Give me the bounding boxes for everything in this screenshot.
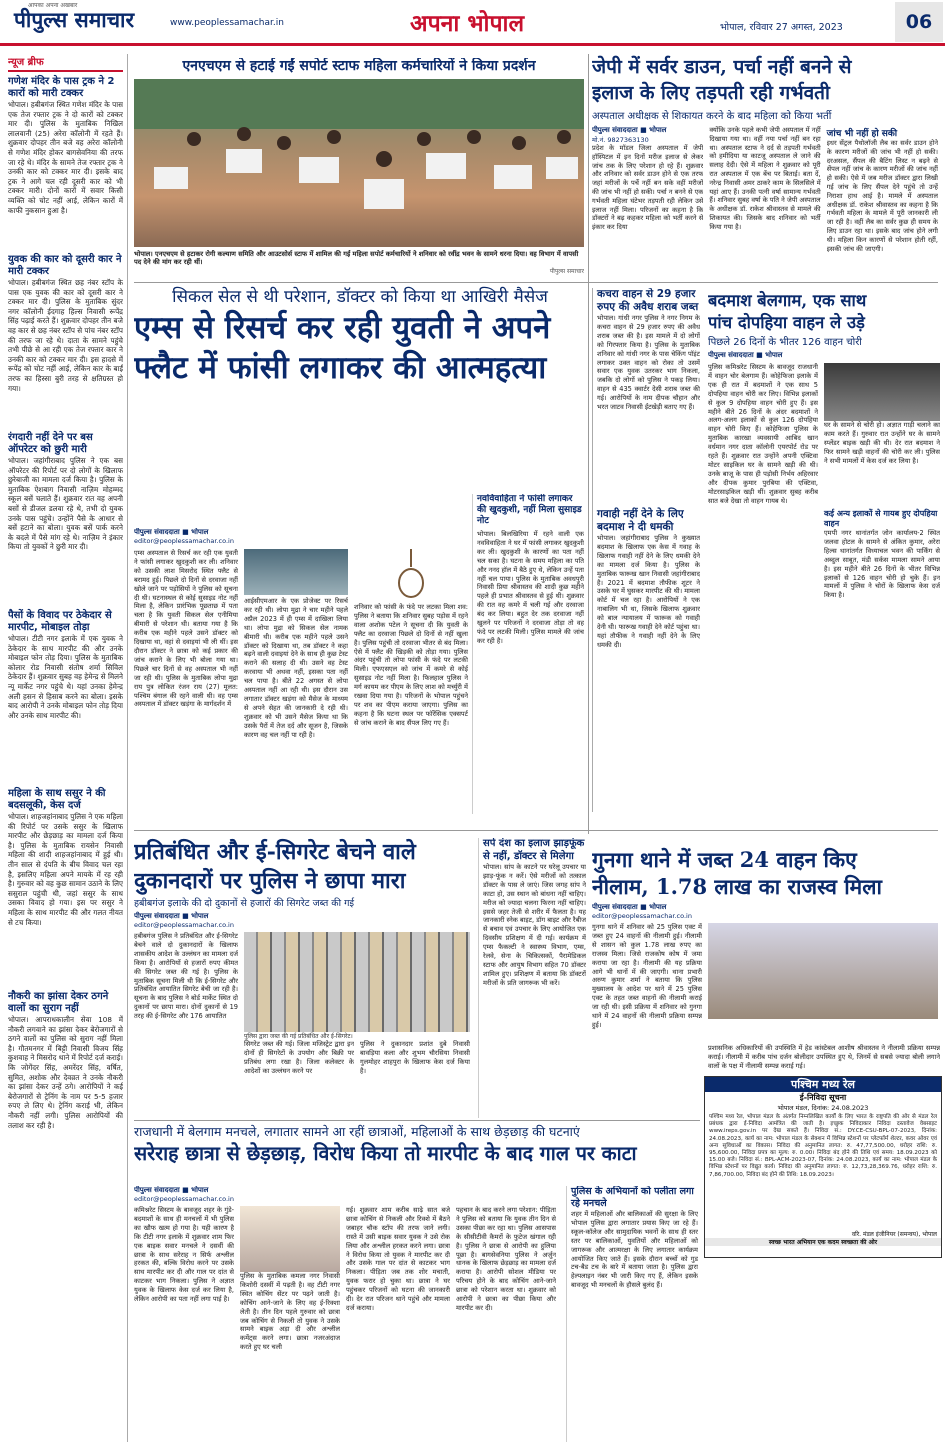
divider [134, 1120, 700, 1121]
brief-list [8, 76, 123, 1200]
harass-body-col4: पहचान के बाद करने लगा परेशान: पीड़िता ने पुलिस को बताया कि युवक तीन दिन से उसका पीछा कर रहा था। पुलिस आसपास के सीसीटीवी कैमरों के फुटेज खंगाल रही है। पुलिस ने छात्रा से आरोपी का हुलिया पूछा है। बागसेवनिया पुलिस ने अर्जुन धानक के खिलाफ छेड़छाड़ का मामला दर्ज कराया है। आरोपी सोशल मीडिया पर परिचय होने के बाद कोचिंग आने-जाने छात्रा को परेशान करता था। शुक्रवार को आरोपी ने छात्रा का पीछा किया और मारपीट कर दी। [456, 1206, 556, 1312]
brief-body: भोपाल। हबीबगंज स्थित गणेश मंदिर के पास एक तेज रफ्तार ट्रक ने दो कारों को टक्कर मार दी। पुलिस के मुताबिक निखिल लालवानी (25) अरेरा कॉलोनी में रहते हैं। शुक्रवार दोपहर तीन बजे वह अरेरा कॉलोनी से गणेश मंदिर होकर बागसेवनिया की तरफ जा रहे थे। मंदिर के सामने तेज रफ्तार ट्रक ने उनकी कार को टक्कर मार दी। इसके बाद ट्रक ने आगे चल रही दूसरी कार को भी टक्कर मारी। दोनों कारों में सवार किसी व्यक्ति को चोट नहीं आई, लेकिन कारों में काफी नुकसान हुआ है। [8, 100, 123, 215]
aiims-body-col3: शनिवार को फांसी के फंदे पर लटका मिला शव: पुलिस ने बताया कि शनिवार सुबह पड़ोस में रहने वाला अशोक पटेल ने सूचना दी कि युवती के फ्लैट का दरवाजा पिछले दो दिनों से नहीं खुला है। पुलिस पहुंची तो दरवाजा भीतर से बंद मिला। ऐसे में फ्लैट की खिड़की को तोड़ा गया। पुलिस अंदर पहुंची तो लोपा फांसी के फंदे पर लटकी मिली। एफएसएल को जांच में कमरे से कोई सुसाइड नोट नहीं मिला है। फिलहाल पुलिस ने मर्ग कायम कर पीएम के लिए लाश को मर्च्युरी में रखवा दिया गया है। परिजनों के भोपाल पहुंचने पर शव का पीएम कराया जाएगा। पुलिस का कहना है कि घटना स्थल पर फॉरेंसिक एक्सपर्ट से जांच कराने के बाद सैंपल लिए गए हैं। [354, 603, 468, 727]
snakebite-headline: सर्प दंश का इलाज झाड़फूंक से नहीं, डॉक्टर से मिलेगा [483, 838, 585, 862]
harass-email[interactable]: editor@peoplessamachar.co.in [134, 1195, 234, 1203]
seized-cigarettes-photo [244, 932, 470, 1032]
ecig-byline: पीपुल्स संवाददाता ■ भोपाल [134, 912, 209, 920]
vehicle-body-col2b: एमपी नगर थानांतर्गत जोन कार्यालय-2 स्थित जलवा होटल के सामने से अंकित कुमार, अरेरा हिल्स थानांतर्गत विध्याचल भवन की पार्किंग से अब्दुल साबूत, मंडी सर्कस मामला सामने आया है। इस महीने बीते 26 दिनों के भीतर विभिन्न इलाकों से 126 वाहन चोरी हो चुके हैं। इन मामलों में पुलिस ने चोरों के खिलाफ केस दर्ज किया है। [824, 529, 940, 600]
vehicle-headline-line2: पांच दोपहिया वाहन ले उड़े [708, 313, 865, 332]
harass-kicker: राजधानी में बेलगाम मनचले, लगातार सामने आ रहीं छात्राओं, महिलाओं के साथ छेड़छाड़ की घटनाएं [134, 1124, 580, 1139]
section-title: अपना भोपाल [410, 10, 525, 37]
scooter-photo [824, 363, 940, 421]
harass-body-col3: गई। शुक्रवार शाम करीब साढ़े सात बजे छात्रा कोचिंग से निकली और रिक्शे में बैठने जबाहर चौक स्टॉप की तरफ जाने लगी। रास्ते में उसी बाइक सवार युवक ने उसे रोक लिया और अश्लील हरकत करने लगा। छात्रा ने विरोध किया तो युवक ने मारपीट कर दी और उसके गाल पर दांत से काटकर भाग निकला। पीड़िता जब तक शोर मचाती, युवक फरार हो चुका था। छात्रा ने घर पहुंचकर परिजनों को घटना की जानकारी दी। देर रात परिजन थाने पहुंचे और मामला दर्ज कराया। [346, 1206, 450, 1312]
jp-headline-line1: जेपी में सर्वर डाउन, पर्चा नहीं बनने से [592, 56, 852, 78]
guna-headline-line2: नीलाम, 1.78 लाख का राजस्व मिला [592, 874, 882, 899]
brief-headline: महिला के साथ ससुर ने की बदसलूकी, केस दर्ज [8, 788, 106, 811]
placard [546, 157, 578, 179]
ecig-body-col2: सिगरेट जब्त की गई। जिला मजिस्ट्रेट द्वारा इन दोनों ही सिगरेटों के उपयोग और बिक्री पर प्रतिबंध लगा रखा है। जिला कलेक्टर के आदेशों का उल्लंघन करने पर [244, 1040, 354, 1075]
ecig-email[interactable]: editor@peoplessamachar.co.in [134, 921, 234, 929]
aiims-body-col2: आईसीएमआर के एक प्रोजेक्ट पर रिसर्च कर रही थी। लोपा मुद्रा ने चार महीने पहले अप्रैल 2023 में ही एम्स में दाखिला लिया था। लोपा मुद्रा को सिकल सेल नामक बीमारी थी। करीब एक महीने पहले उसने डॉक्टर को दिखाया था, तब डॉक्टर ने कहा बढ़ने वाली दवाइयां देने के साथ ही कुछ टेस्ट कराने की सलाह दी थी। उसने वह टेस्ट करवाया भी अथवा नहीं, इसका पता नहीं चल पाया है। बीते 22 अगस्त से लोपा अस्पताल नहीं आ रही थी। इस दौरान उस लगातार डॉक्टर खड़ंगा को मैसेज के माध्यम से अपने सेहत की जानकारी दे रही थी। शुक्रवार को भी उसने मैसेज किया था कि उसके पैरों में तेज दर्द और सूजन है, जिसके कारण वह चल नहीं पा रही है। [244, 597, 348, 739]
ecig-body-col1: हबीबगंज पुलिस ने प्रतिबंधित और ई-सिगरेट बेचने वाले दो दुकानदारों के खिलाफ शासकीय आदेश के उल्लंघन का मामला दर्ज किया है। आरोपियों से हजारों रुपए कीमत की सिगरेट जब्त की गई है। पुलिस के मुताबिक सूचना मिली थी कि ई-सिगरेट और प्रतिबंधित आयातित सिगरेट बेची जा रही है। सूचना के बाद पुलिस ने बोर्ड मार्केट स्थित दो दुकानों पर छापा मारा। दोनों दुकानों से 19 तरह की ई-सिगरेट और 176 आयातित [134, 932, 238, 1021]
aiims-headline-line2: फ्लैट में फांसी लगाकर की आत्महत्या [134, 350, 547, 386]
placard [494, 165, 532, 189]
mid-right-briefs [592, 288, 700, 812]
vehicle-theft-story [708, 290, 940, 814]
harassment-sidebar [566, 1186, 698, 1442]
snakebite-story [478, 838, 586, 1118]
placard [154, 167, 188, 189]
brief-headline: युवक की कार को दूसरी कार ने मारी टक्कर [8, 254, 122, 277]
harass-body-col1: कमिश्नरेट सिस्टम के बावजूद शहर के गुंडे-बदमाशों के साथ ही मनचलों में भी पुलिस का खौफ खत्म हो गया है। यही कारण है कि टीटी नगर इलाके में शुक्रवार शाम फिर एक बाइक सवार मनचले ने दसवीं की छात्रा के साथ सरेराह न सिर्फ अश्लील हरकत की, बल्कि विरोध करने पर उसके साथ मारपीट कर दी और गाल पर दांत से काटकर भाग निकला। पुलिस ने अज्ञात युवक के खिलाफ केस दर्ज कर लिया है, लेकिन आरोपी का पता नहीं लगा पाई है। [134, 1206, 234, 1304]
harass-byline: पीपुल्स संवाददाता ■ भोपाल [134, 1186, 209, 1194]
jp-headline-line2: इलाज के लिए तड़पती रही गर्भवती [592, 82, 830, 104]
aiims-kicker: सिकल सेल से थी परेशान, डॉक्टर को किया था आखिरी मैसेज [172, 287, 548, 307]
nhm-protest-story [134, 58, 584, 278]
aiims-byline: पीपुल्स संवाददाता ■ भोपाल [134, 528, 209, 536]
brief-headline: गणेश मंदिर के पास ट्रक ने 2 कारों को मारी टक्कर [8, 76, 115, 99]
vehicle-col2-title: कई अन्य इलाकों से गायब हुए दोपहिया वाहन [824, 509, 938, 528]
page-number: 06 [895, 2, 943, 42]
vehicle-body-col1: पुलिस कमिश्नरेट सिस्टम के बावजूद राजधानी में वाहन चोर बेलगाम हैं। कोहेफिजा इलाके में एक ही रात में बदमाशों ने एक साथ 5 दोपहिया वाहन चोरी कर लिए। विभिन्न इलाकों से कुल 9 दोपहिया वाहन चोरी हुए हैं। इस महीने बीते 26 दिनों के अंदर बदमाशों ने अलग-अलग इलाकों से कुल 126 दोपहिया वाहन चोरी किए हैं। कोहेफिजा पुलिस के मुताबिक कारखा व्यवसायी आबिद खान वर्धमान नगर दाता कॉलोनी एयरपोर्ट रोड पर रहते हैं। शुक्रवार रात उन्होंने अपनी एक्टिवा मोटर साइकिल घर के सामने खड़ी की थी। उनके बाजू के पास ही पड़ोसी निर्भय अहिरवार और दीपक कुमार पुरबिया की एक्टिवा, मोटरसाइकिल खड़ी थीं। शुक्रवार सुबह करीब सात बजे देखा तो वाहन गायब थे। [708, 363, 818, 505]
protest-crowd-illustration [134, 79, 584, 247]
harass-body-col2: पुलिस के मुताबिक कमला नगर निवासी किशोरी दसवीं में पढ़ती है। वह टीटी नगर स्थित कोचिंग सेंटर पर पढ़ने जाती है। कोचिंग आने-जाने के लिए वह ई-रिक्शा लेती है। तीन दिन पहले गुरुवार को छात्रा जब कोचिंग से निकली तो युवक ने उसके सामने बाइक अड़ा दी और अश्लील कमेंट्स करने लगा। छात्रा नजरअंदाज करते हुए घर चली [240, 1272, 340, 1352]
guna-headline-line1: गुनगा थाने में जब्त 24 वाहन किए [592, 847, 857, 872]
gunga-auction-story [592, 846, 942, 1072]
placard [299, 157, 339, 183]
brief-body: भोपाल। आपराधकालीन सेवा 108 में नौकरी लगवाने का झांसा देकर बेरोजगारों से ठगने वालों का पुलिस को सुराग नहीं मिला है। गौतमनगर में बिट्टी निवासी विजय सिंह कुशवाह ने मिसरोद थाने में रिपोर्ट दर्ज कराई। कि जोगेंदर सिंह, अमरेंदर सिंह, वर्षित, सुमित, अशोक और देवव्रत ने उनके नौकरी का झांसा देकर उन्हें ठगे। आरोपियों ने कई बेरोजगारों से ट्रेनिंग के नाम पर 5-5 हजार रुपए ले लिए थे। ट्रेनिंग कराई भी, लेकिन नौकरी नहीं लगी। पुलिस आरोपियों की तलाश कर रही है। [8, 1015, 123, 1130]
logo-tagline: आपका अपना अखबार [28, 2, 78, 9]
divider [588, 54, 589, 834]
vehicle-body-col2: घर के सामने से चोरी हो। अज्ञात गाड़ी चलाने का काम करते हैं। गुरुवार रात उन्होंने घर के सामने स्प्लेंडर बाइक खड़ी की थी। देर रात बदमाश ने फिर सामने खड़ी वाहनों की चोरी कर ली। पुलिस ने सभी मामलों में केस दर्ज कर लिया है। [824, 421, 940, 465]
jp-hospital-story [592, 54, 938, 286]
vehicle-byline: पीपुल्स संवाददाता ■ भोपाल [708, 351, 783, 359]
jp-body-col2: क्योंकि उनके पहले कभी जेपी अस्पताल में नहीं दिखाया गया था। वहीं नया पर्चा नहीं बन रहा था। अस्पताल स्टाफ ने दर्द से तड़पती गर्भवती को हमीदिया या काटजू अस्पताल ले जाने की सलाह देदी। ऐसे में महिला ने शुक्रवार को पूरी रात अस्पताल में एक बेंच पर बिताई। बता दें, नरेन्द्र निवासी अमर ठाकरे काम के सिलसिले में यहां आए हैं। उनकी पत्नी वर्षा सामान्य गर्भवती हैं। शनिवार सुबह वर्षा के पति ने जेपी अस्पताल के अधीक्षक डॉ. राकेश श्रीवास्तव से मामले की शिकायत की। जिसके बाद शनिवार को भर्ती किया गया है। [709, 126, 821, 231]
witness-headline: गवाही नहीं देने के लिए बदमाश ने दी धमकी [597, 508, 684, 533]
newspaper-logo[interactable]: पीपुल्स समाचार [14, 7, 135, 32]
brief-body: भोपाल। हबीबगंज स्थित छह नंबर स्टॉप के पास एक युवक की कार को दूसरी कार ने टक्कर मार दी। पुलिस के मुताबिक सुंदर नगर कॉलोनी ईदगाह हिल्स निवासी रूपेंद्र सिंह पढ़ाई करते हैं। शुक्रवार दोपहर तीन बजे वह कार से छह नंबर स्टॉप से पांच नंबर स्टॉप की तरफ जा रहे थे। दाता के सामने पहुंचे तभी पीछे से आ रही एक तेज रफ्तार कार ने उनकी कार को टक्कर मार दी। इस हादसे में रूपेंद्र को चोट नहीं आई, लेकिन कार के बाईं तरफ का हिस्सा बुरी तरह से क्षतिग्रस्त हो गया। [8, 278, 123, 393]
aiims-body [134, 528, 468, 814]
photo-trees [134, 79, 584, 129]
harass-side-title: पुलिस के अभियानों को पलीता लगा रहे मनचले [571, 1186, 694, 1209]
website-url[interactable]: www.peoplessamachar.in [170, 18, 284, 28]
railway-slogan: स्वच्छ भारत अभियान एक कदम स्वच्छता की ओर [705, 1238, 941, 1246]
harassment-body [134, 1186, 562, 1442]
guna-byline: पीपुल्स संवाददाता ■ भोपाल [592, 903, 667, 911]
nhm-caption: भोपाल। एनएचएम से हटाकर रोगी कल्याण समिति और आउटसोर्स स्टाफ में शामिल की गईं महिला सपोर्ट कर्मचारियों ने शनिवार को रवींद्र भवन के सामने धरना दिया। वह विभाग में वापसी पद देने की मांग कर रही थीं। [134, 250, 579, 267]
divider [134, 282, 938, 283]
jp-body-col1: प्रदेश के मॉडल जिला अस्पताल में जेपी हॉस्पिटल में इन दिनों मरीज इलाज से लेकर जांच तक के लिए परेशान हो रहे हैं। शुक्रवार और शनिवार को सर्वर डाउन होने से एक तरफ जहां मरीजों के पर्चे नहीं बन सके वहीं मरीजों की जांच भी नहीं हो सकी। पर्चा न बनने से एक गर्भवती महिला घंटेभर तड़पती रही लेकिन उसे इलाज नहीं मिला। परिजनों का कहना है कि डॉक्टरों ने बढ़ कहकर महिला को भर्ती करने से इंकार कर दिया [592, 144, 704, 232]
ecig-headline-line1: प्रतिबंधित और ई-सिगरेट बेचने वाले [134, 839, 416, 865]
issue-date: भोपाल, रविवार 27 अगस्त, 2023 [720, 22, 843, 33]
protest-photo [134, 79, 584, 247]
ecigarette-story [134, 838, 472, 1118]
nhm-headline: एनएचएम से हटाई गईं सपोर्ट स्टाफ महिला कर्मचारियों ने किया प्रदर्शन [182, 58, 536, 74]
liquor-headline: कचरा वाहन से 29 हजार रुपए की अवैध शराब जब्त [597, 288, 699, 313]
newlywed-suicide-story [472, 494, 584, 814]
jp-body-col3: इधर सेंट्रल पैथोलॉजी लैब का सर्वर डाउन होने के कारण मरीजों की जांच भी नहीं हो सकी। दरअसल, सैंपल की बैटिंग लिस्ट न बढ़ने से सेंपल नहीं जांच के कारण मरीजों की जांच नहीं हो सकी। ऐसे में जब मरीज डॉक्टर द्वारा लिखी गई जांच के लिए सैंपल देने पहुंचे तो उन्हें निराशा हाथ आई है। मामले में अस्पताल अधीक्षक डॉ. राकेश श्रीवास्तव का कहना है कि गर्भवती महिला के मामले में पूरी जानकारी ली जा रही है। वहीं लैब का सर्वर कुछ ही समय के लिए डाउन रहा था। इसके बाद जांच होने लगी थी। महिला किन कारणों से परेशान होती रहीं, इसकी जांच की जाएगी। [826, 139, 938, 253]
placard [226, 149, 262, 173]
railway-signatory: वरि. मंडल इंजीनियर (समन्वय), भोपाल [851, 1231, 937, 1238]
railway-subtitle: ई-निविदा सूचना [799, 1093, 847, 1102]
jp-subhead: अस्पताल अधीक्षक से शिकायत करने के बाद महिला को किया भर्ती [592, 111, 832, 122]
vehicle-headline-line1: बदमाश बेलगाम, एक साथ [708, 291, 867, 310]
harass-headline: सरेराह छात्रा से छेड़छाड़, विरोध किया तो मारपीट के बाद गाल पर काटा [134, 1142, 637, 1165]
aiims-email[interactable]: editor@peoplessamachar.co.in [134, 537, 234, 545]
newlywed-body: भोपाल। बिलखिरिया में रहने वाली एक नवविवाहिता ने घर में फांसी लगाकर खुदकुशी कर ली। खुदकुशी के कारणों का पता नहीं चल सका है। घटना के समय महिला का पति और ननद हॉल में बैठे हुए थे, लेकिन उन्हें पता नहीं चल पाया। पुलिस के मुताबिक अवधपुरी निवासी प्रिया श्रीवास्तव की शादी कुछ महीने पहले ही प्रभात श्रीवास्तव से हुई थी। शुक्रवार की रात वह कमरे में चली गई और दरवाजा बंद कर लिया। बहुत देर तक दरवाजा नहीं खुलने पर परिजनों ने दरवाजा तोड़ा तो वह फंदे पर लटकी मिली। पुलिस मामले की जांच कर रही है। [477, 530, 584, 645]
snakebite-body: भोपाल। सांप के काटने पर घरेलू उपचार या झाड़-फूंक न करें। ऐसे मरीजों को तत्काल डॉक्टर के पास ले जाएं। जिस जगह सांप ने काटा हो, उस स्थान को बांधना नहीं चाहिए। मरीज को ज्यादा चलना फिरना नहीं चाहिए। इससे जहर तेजी से शरीर में फैलता है। यह जानकारी स्नेक बाइट, डॉग बाइट और रैबीज से बचाव एवं उपचार के लिए आयोजित एक दिवसीय प्रशिक्षण में दी गई। कार्यक्रम में एम्स फैकल्टी ने स्वास्थ्य विभाग, एम्स, रेलवे, सेना के चिकित्सकों, पैरामेडिकल स्टाफ और आयुष विभाग सहित 70 डॉक्टर शामिल हुए। प्रशिक्षण में बताया कि डॉक्टरों मरीजों के प्रति जागरूक भी करें। [483, 863, 586, 987]
railway-tender-notice [704, 1076, 942, 1258]
brief-headline: रंगदारी नहीं देने पर बस ऑपरेटर को छुरी मारी [8, 432, 93, 455]
railway-body: पश्चिम मध्य रेल, भोपाल मंडल के अंतर्गत निम्नलिखित कार्यों के लिए भारत के राष्ट्रपति की ओर से मंडल रेल प्रबंधक द्वारा ई-निविदा आमंत्रित की जाती है। इच्छुक निविदाकार निविदा दस्तावेज वेबसाइट www.ireps.gov.in पर देख सकते हैं। निविदा सं.: DY.CE-CSU-BPL-07-2023, दिनांक: 24.08.2023, कार्य का नाम: भोपाल मंडल के सेक्शन में विभिन्न स्टेशनों पर प्लेटफॉर्म शेल्टर, कवर ओवर एवं अन्य सुविधाओं का विकास। निविदा की अनुमानित लागत: रु. 47,77,500.00, धरोहर राशि: रु. 95,600.00, निविदा प्रपत्र का मूल्य: रु. 0.00। निविदा बंद होने की तिथि एवं समय: 18.09.2023 को 15.00 बजे। निविदा सं.: BPL-ACM-2023-07, दिनांक: 24.08.2023, कार्य का नाम: भोपाल मंडल के विभिन्न स्टेशनों पर विद्युत कार्य। निविदा की अनुमानित लागत: रु. 12,73,28,369.76, धरोहर राशि: रु. 7,86,700.00, निविदा बंद होने की तिथि: 18.09.2023। [709, 1114, 937, 1178]
liquor-body: भोपाल। गांधी नगर पुलिस ने नगर निगम के कचरा वाहन से 29 हजार रुपए की अवैध शराब जब्त की है। इस मामले में दो लोगों को गिरफ्तार किया है। पुलिस के मुताबिक शनिवार को गांधी नगर के पास चेकिंग पॉइंट लगाकर उक्त वाहन को रोका तो उसमें सवार एक युवक उतरकर भाग निकला, जबकि दो लोगों को पुलिस ने पकड़ लिया। वाहन से 435 क्वार्टर देसी शराब जब्त की गई। आरोपियों के नाम दीपक चौहान और भरत जाटव निवासी ईंटखेड़ी बताए गए हैं। [597, 314, 700, 412]
brief-body: भोपाल। शाहजहांनाबाद पुलिस ने एक महिला की रिपोर्ट पर उसके ससुर के खिलाफ मारपीट और छेड़छाड़ का मामला दर्ज किया है। पुलिस के मुताबिक रायसेन निवासी महिला की शादी शाहजहांनाबाद में हुई थी। तीन साल से दंपति के बीच विवाद चल रहा है, इसलिए महिला अपने मायके में रह रही है। गुरुवार को वह कुछ सामान उठाने के लिए ससुराल पहुंची थी, जहां ससुर के साथ उसका विवाद हो गया। इस पर ससुर ने महिला के साथ मारपीट की और गलत नीयत से टच किया। [8, 812, 123, 927]
ecig-body-col3: पुलिस ने दुकानदार प्रशांत दुबे निवासी बावड़िया कला और शुभम चौरसिया निवासी गुलमोहर शाहपुरा के खिलाफ केस दर्ज किया है। [360, 1040, 470, 1075]
aiims-headline-line1: एम्स से रिसर्च कर रही युवती ने अपने [134, 310, 551, 346]
brief-body: भोपाल। टीटी नगर इलाके में एक युवक ने ठेकेदार के साथ मारपीट की और उनके मोबाइल फोन तोड़ दिया। पुलिस के मुताबिक कोलार रोड निवासी संतोष शर्मा सिविल ठेकेदार हैं। शुक्रवार सुबह वह हेमेन्द्र से मिलने न्यू मार्केट नगर पहुंचे थे। यहां उनका हेमेन्द्र अली हसन से हिसाब करने का बोला। इसके बाद आरोपी ने उनके मोबाइल फोन तोड़ दिया और उनके साथ मारपीट की। [8, 634, 123, 720]
ecig-photo-caption: पुलिस द्वारा जब्त की गई प्रतिबंधित और ई-सिगरेट। [244, 1033, 353, 1040]
guna-body: गुनगा थाने में शनिवार को 25 पुलिस एक्ट में जब्त हुए 24 वाहनों की नीलामी हुई। नीलामी से शासन को कुल 1.78 लाख रुपए का राजस्व मिला। जिसे राजकोष कोष में जमा कराया जा रहा है। नीलामी की यह प्रक्रिया आगे भी थानों में की जाएगी। थाना प्रभारी अरुण कुमार शर्मा ने बताया कि पुलिस मुख्यालय के आदेश पर थाने में 25 पुलिस एक्ट के तहत जब्त वाहनों की नीलामी कराई जा रही थी। इसी प्रक्रिया में शनिवार को गुनगा थाने में 24 वाहनों की नीलामी प्रक्रिया सम्पन्न हुई। [592, 923, 702, 1029]
ecig-headline-line2: दुकानदारों पर पुलिस ने छापा मारा [134, 868, 406, 894]
news-brief-label: न्यूज ब्रीफ [8, 54, 123, 72]
placard [364, 179, 404, 209]
newlywed-headline: नवविवाहिता ने फांसी लगाकर की खुदकुशी, नहीं मिला सुसाइड नोट [477, 494, 582, 526]
guna-email[interactable]: editor@peoplessamachar.co.in [592, 912, 692, 920]
brief-headline: नौकरी का झांसा देकर ठगने वालों का सुराग नहीं [8, 991, 109, 1014]
news-brief-column [8, 54, 128, 1442]
witness-body: भोपाल। जहांगीराबाद पुलिस ने कुख्यात बदमाश के खिलाफ एक केस में गवाह के खिलाफ गवाही नहीं देने के लिए धमकी देने का मामला दर्ज किया है। पुलिस के मुताबिक फारूख खान निवासी जहांगीराबाद है। 2021 में बदमाश तौफीक शूटर ने उसके घर में घुसकर मारपीट की थी। मामला कोर्ट में चल रहा है। आरोपियों ने एक नाबालिग भी था, जिसके खिलाफ शुक्रवार को बाल न्यायालय में फारूक को गवाही देनी थी। फारूख गवाही देने कोर्ट पहुंचा था। यहां तौफीक ने गवाही नहीं देने के लिए धमकी दी। [597, 534, 700, 649]
railway-ref: भोपाल मंडल, दिनांक: 24.08.2023 [777, 1104, 869, 1112]
vehicle-subhead: पिछले 26 दिनों के भीतर 126 वाहन चोरी [708, 337, 862, 348]
protest-placards [154, 149, 578, 209]
noose-photo [244, 549, 348, 595]
railway-title: पश्चिम मध्य रेल [705, 1077, 941, 1092]
photo-credit: पीपुल्स समाचार [549, 267, 584, 275]
guna-caption: प्रशासनिक अधिकारियों की उपस्थिति में हेड कांस्टेबल आशीष श्रीवास्तव ने नीलामी प्रक्रिया सम्पन्न कराई। नीलामी में करीब पांच दर्जन बोलीदार उपस्थित हुए थे, जिनमें से सबसे ज्यादा बोली लगाने वालों के पक्ष में नीलामी सम्पन्न कराई गई। [708, 1044, 940, 1070]
harass-side-body: शहर में महिलाओं और बालिकाओं की सुरक्षा के लिए भोपाल पुलिस द्वारा लगातार प्रयास किए जा रहे हैं। स्कूल-कॉलेज और सामुदायिक भवनों के साथ ही स्तर स्तर पर बालिकाओं, युवतियों और महिलाओं को जागरूक और आत्मरक्षा के लिए लगातार कार्यक्रम आयोजित किए जाते हैं। इसके दौरान बच्चों को गुड टच-बैड टच के बारे में बताया जाता है। पुलिस द्वारा हेल्पलाइन नंबर भी जारी किए गए हैं, लेकिन इसके बावजूद भी मनचलों के हौसले बुलंद हैं। [571, 1210, 698, 1290]
jp-mobile: मो.नं. 9827363130 [592, 136, 649, 144]
harassment-illustration [240, 1206, 340, 1272]
placard [426, 153, 466, 179]
brief-headline: पैसों के विवाद पर ठेकेदार से मारपीट, मोबाइल तोड़ा [8, 610, 112, 633]
jp-byline: पीपुल्स संवाददाता ■ भोपाल [592, 126, 667, 134]
jp-col3-title: जांच भी नहीं हो सकी [826, 129, 898, 139]
brief-body: भोपाल। जहांगीराबाद पुलिस ने एक बस ऑपरेटर की रिपोर्ट पर दो लोगों के खिलाफ छुरेबाजी का मामला दर्ज किया है। पुलिस के मुताबिक ऐशबाग निवासी नाज़िम मोहम्मद स्कूल बसें चलाते हैं। शुक्रवार रात वह अपनी बसों से डीजल डलवा रहे थे, तभी दो युवक उनके पास पहुंचे। उन्होंने पैसे के आधार से बसें हटाने का बोला। युवक बसें पार्क करने के बदले में पैसे मांग रहे थे। नाज़िम ने इंकार किया तो युवकों ने छुरी मार दी। [8, 456, 123, 552]
auction-photo [708, 923, 938, 1019]
aiims-body-col1: एम्स अस्पताल से रिसर्च कर रही एक युवती ने फांसी लगाकर खुदकुशी कर ली। शनिवार को उसकी लाश मिसरोद स्थित फ्लैट से बरामद हुई। पिछले दो दिनों से दरवाजा नहीं खोले जाने पर पड़ोसियों ने पुलिस को सूचना दी थी। घटनास्थल से कोई सुसाइड नोट नहीं मिला है, लेकिन प्रारंभिक पूछताछ में पता चला है कि युवती सिकल सेल एनीमिया बीमारी से परेशान थी। बताया गया है कि करीब एक महीने पहले उसने डॉक्टर को दिखाया था, वहां से दवाइयां भी ली थीं। इस दौरान डॉक्टर ने छात्रा को कई प्रकार की जांच कराने के लिए भी बोला गया था। पिछले चार दिनों से वह अस्पताल भी नहीं जा रही थी। पुलिस के मुताबिक लोपा मुद्रा राय पुत्र लोकित रंजन राय (27) मूलत: पश्चिम बंगाल की रहने वाली थी। वह एम्स अस्पताल में डॉक्टर खड़ंगा के मार्गदर्शन में [134, 549, 238, 709]
masthead [0, 0, 945, 46]
divider [134, 830, 938, 831]
harassment-header [134, 1124, 698, 1178]
ecig-subhead: हबीबगंज इलाके की दो दुकानों से हजारों की सिगरेट जब्त की गई [134, 898, 355, 909]
noose-icon [354, 549, 468, 599]
